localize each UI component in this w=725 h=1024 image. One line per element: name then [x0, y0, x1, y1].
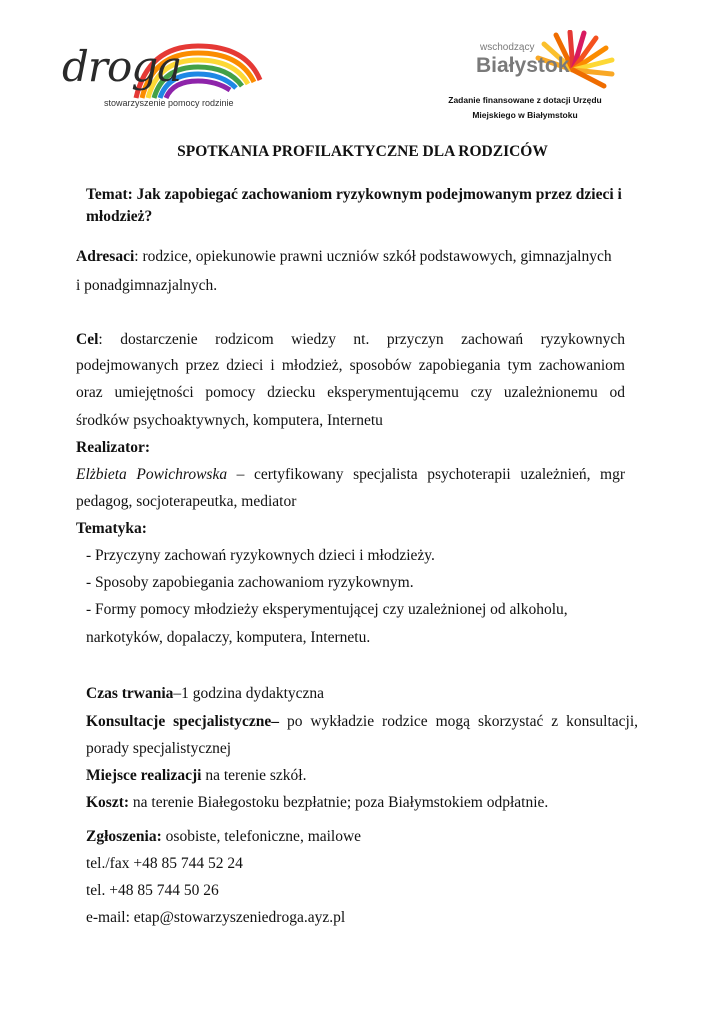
- cel-line-4: środków psychoaktywnych, komputera, Internetu: [76, 412, 383, 429]
- miejsce-label: Miejsce realizacji: [86, 767, 202, 784]
- miejsce-line: Miejsce realizacji na terenie szkół.: [86, 767, 307, 784]
- czas-label: Czas trwania: [86, 685, 174, 702]
- tematyka-item-1: - Przyczyny zachowań ryzykownych dzieci i młodzieży.: [86, 547, 435, 564]
- konsultacje-line-2: porady specjalistycznej: [86, 740, 232, 757]
- tel: tel. +48 85 744 50 26: [86, 882, 219, 899]
- funding-line-1: Zadanie finansowane z dotacji Urzędu: [448, 95, 602, 105]
- email: e-mail: etap@stowarzyszeniedroga.ayz.pl: [86, 909, 346, 926]
- adresaci-line-1: Adresaci: rodzice, opiekunowie prawni uczniów szkół podstawowych, gimnazjalnych: [76, 248, 612, 265]
- cel-line-1: Cel: dostarczenie rodzicom wiedzy nt. przyczyn zachowań ryzykownych: [76, 331, 625, 348]
- tematyka-label: Tematyka:: [76, 520, 147, 537]
- tel-fax: tel./fax +48 85 744 52 24: [86, 855, 243, 872]
- cel-label: Cel: [76, 331, 99, 348]
- koszt-line: Koszt: na terenie Białegostoku bezpłatnie; poza Białymstokiem odpłatnie.: [86, 794, 549, 811]
- bialystok-tagline: wschodzący: [480, 42, 535, 53]
- tematyka-item-3-cont: narkotyków, dopalaczy, komputera, Internetu.: [86, 629, 371, 646]
- page-title: SPOTKANIA PROFILAKTYCZNE DLA RODZICÓW: [177, 143, 548, 160]
- tematyka-item-2: - Sposoby zapobiegania zachowaniom ryzykownym.: [86, 574, 414, 591]
- zgloszenia-line: Zgłoszenia: osobiste, telefoniczne, mailowe: [86, 828, 362, 845]
- realizator-name: Elżbieta Powichrowska: [76, 466, 228, 483]
- funding-note: [420, 93, 630, 123]
- droga-wordmark: droga: [62, 42, 182, 91]
- droga-subtitle: stowarzyszenie pomocy rodzinie: [104, 98, 234, 108]
- koszt-label: Koszt:: [86, 794, 130, 811]
- cel-line-2: podejmowanych przez dzieci i młodzież, sposobów zapobiegania tym zachowaniom: [76, 357, 625, 374]
- realizator-line-1: Elżbieta Powichrowska – certyfikowany specjalista psychoterapii uzależnień, mgr: [76, 466, 626, 483]
- realizator-line-2: pedagog, socjoterapeutka, mediator: [76, 493, 297, 510]
- konsultacje-label: Konsultacje specjalistyczne–: [86, 713, 280, 730]
- tematyka-item-3: - Formy pomocy młodzieży eksperymentującej czy uzależnionej od alkoholu,: [86, 601, 568, 618]
- droga-logo: [58, 40, 268, 115]
- bialystok-wordmark: Białystok: [476, 54, 570, 77]
- bialystok-logo: [440, 30, 630, 90]
- cel-line-3: oraz umiejętności pomocy dziecku eksperymentującemu czy uzależnionemu od: [76, 384, 625, 401]
- adresaci-label: Adresaci: [76, 248, 135, 265]
- topic-line-1: Temat: Jak zapobiegać zachowaniom ryzykownym podejmowanym przez dzieci i: [86, 186, 622, 203]
- czas-line: Czas trwania–1 godzina dydaktyczna: [86, 685, 325, 702]
- funding-line-2: Miejskiego w Białymstoku: [472, 110, 578, 120]
- topic-line-2: młodzież?: [86, 208, 153, 225]
- konsultacje-line-1: Konsultacje specjalistyczne– po wykładzie rodzice mogą skorzystać z konsultacji,: [86, 713, 638, 730]
- adresaci-line-2: i ponadgimnazjalnych.: [76, 277, 218, 294]
- zgloszenia-label: Zgłoszenia:: [86, 828, 162, 845]
- realizator-label: Realizator:: [76, 439, 151, 456]
